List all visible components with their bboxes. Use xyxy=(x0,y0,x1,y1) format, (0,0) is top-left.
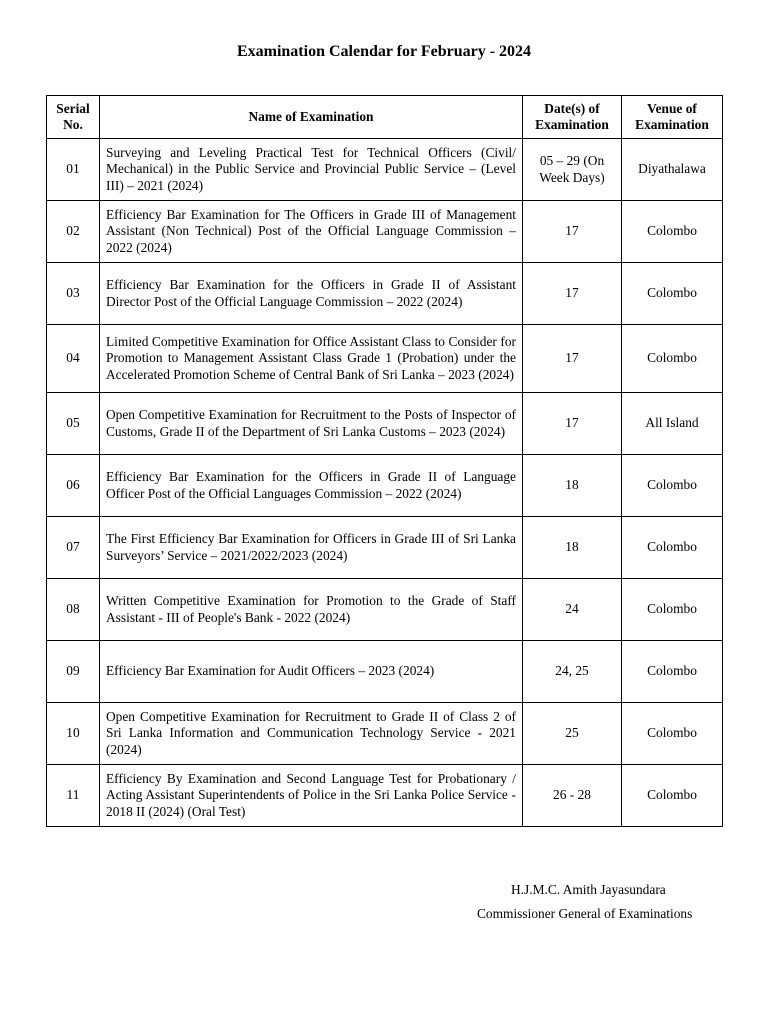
table-row xyxy=(47,139,723,201)
serial-cell: 06 xyxy=(47,455,100,517)
venue-cell: Colombo xyxy=(622,201,723,263)
header-venue-of-examination: Venue of Examination xyxy=(622,96,723,139)
date-cell: 17 xyxy=(523,201,622,263)
date-cell: 24 xyxy=(523,579,622,641)
table-row xyxy=(47,393,723,455)
serial-cell: 02 xyxy=(47,201,100,263)
date-cell: 17 xyxy=(523,325,622,393)
serial-cell: 04 xyxy=(47,325,100,393)
exam-name-cell: Efficiency By Examination and Second Language Test for Probationary / Acting Assistant Superintendents of Police in the Sri Lanka Police Service - 2018 II (2024) (Oral Test) xyxy=(100,765,523,827)
serial-cell: 09 xyxy=(47,641,100,703)
date-cell: 17 xyxy=(523,263,622,325)
exam-name-cell: Open Competitive Examination for Recruitment to Grade II of Class 2 of Sri Lanka Information and Communication Technology Service - 2021 (2024) xyxy=(100,703,523,765)
header-serial-no: Serial No. xyxy=(47,96,100,139)
table-row xyxy=(47,325,723,393)
venue-cell: Colombo xyxy=(622,703,723,765)
table-row xyxy=(47,641,723,703)
venue-cell: Colombo xyxy=(622,325,723,393)
exam-name-cell: Written Competitive Examination for Promotion to the Grade of Staff Assistant - III of People's Bank - 2022 (2024) xyxy=(100,579,523,641)
venue-cell: Diyathalawa xyxy=(622,139,723,201)
table-row xyxy=(47,263,723,325)
exam-name-cell: Efficiency Bar Examination for The Officers in Grade III of Management Assistant (Non Technical) Post of the Official Language Commission – 2022 (2024) xyxy=(100,201,523,263)
table-row xyxy=(47,703,723,765)
table-header-row xyxy=(47,96,723,139)
exam-name-cell: Open Competitive Examination for Recruitment to the Posts of Inspector of Customs, Grade II of the Department of Sri Lanka Customs – 2023 (2024) xyxy=(100,393,523,455)
exam-name-cell: Limited Competitive Examination for Office Assistant Class to Consider for Promotion to Management Assistant Class Grade 1 (Probation) under the Accelerated Promotion Scheme of Central Bank of Sri Lanka – 2023 (2024) xyxy=(100,325,523,393)
table-row xyxy=(47,201,723,263)
table-row xyxy=(47,579,723,641)
venue-cell: Colombo xyxy=(622,579,723,641)
exam-name-cell: The First Efficiency Bar Examination for Officers in Grade III of Sri Lanka Surveyors’ Service – 2021/2022/2023 (2024) xyxy=(100,517,523,579)
venue-cell: Colombo xyxy=(622,517,723,579)
serial-cell: 10 xyxy=(47,703,100,765)
header-name-of-examination: Name of Examination xyxy=(100,96,523,139)
venue-cell: Colombo xyxy=(622,765,723,827)
page-title: Examination Calendar for February - 2024 xyxy=(236,43,532,60)
table-row xyxy=(47,517,723,579)
header-dates-of-examination: Date(s) of Examination xyxy=(523,96,622,139)
serial-cell: 08 xyxy=(47,579,100,641)
exam-name-cell: Efficiency Bar Examination for the Officers in Grade II of Assistant Director Post of the Official Language Commission – 2022 (2024) xyxy=(100,263,523,325)
examination-table xyxy=(46,95,723,827)
date-cell: 17 xyxy=(523,393,622,455)
venue-cell: Colombo xyxy=(622,641,723,703)
date-cell: 24, 25 xyxy=(523,641,622,703)
exam-name-cell: Efficiency Bar Examination for Audit Officers – 2023 (2024) xyxy=(100,641,523,703)
serial-cell: 07 xyxy=(47,517,100,579)
date-cell: 25 xyxy=(523,703,622,765)
serial-cell: 11 xyxy=(47,765,100,827)
exam-name-cell: Efficiency Bar Examination for the Officers in Grade II of Language Officer Post of the Official Languages Commission – 2022 (2024) xyxy=(100,455,523,517)
signatory-name: H.J.M.C. Amith Jayasundara xyxy=(511,882,666,897)
venue-cell: Colombo xyxy=(622,263,723,325)
exam-name-cell: Surveying and Leveling Practical Test for Technical Officers (Civil/ Mechanical) in the Public Service and Provincial Public Service – (Level III) – 2021 (2024) xyxy=(100,139,523,201)
signatory-designation: Commissioner General of Examinations xyxy=(477,906,693,921)
venue-cell: All Island xyxy=(622,393,723,455)
serial-cell: 03 xyxy=(47,263,100,325)
table-row xyxy=(47,455,723,517)
date-cell: 05 – 29 (On Week Days) xyxy=(523,139,622,201)
venue-cell: Colombo xyxy=(622,455,723,517)
serial-cell: 05 xyxy=(47,393,100,455)
table-row xyxy=(47,765,723,827)
date-cell: 18 xyxy=(523,517,622,579)
date-cell: 26 - 28 xyxy=(523,765,622,827)
date-cell: 18 xyxy=(523,455,622,517)
serial-cell: 01 xyxy=(47,139,100,201)
